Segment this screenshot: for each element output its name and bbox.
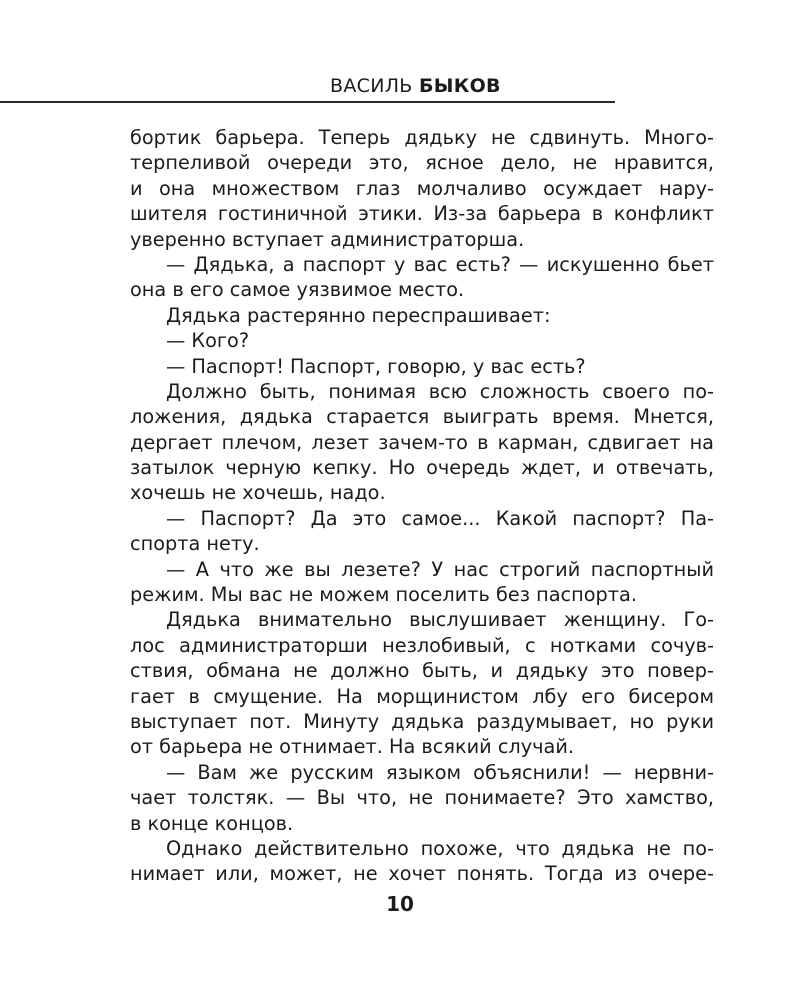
- text-line: терпеливой очереди это, ясное дело, не нравится,: [130, 151, 714, 175]
- text-line: — Паспорт! Паспорт, говорю, у вас есть?: [166, 354, 586, 378]
- text-line: затылок черную кепку. Но очередь ждет, и отвечать,: [130, 456, 714, 480]
- text-line: в конце концов.: [130, 811, 294, 835]
- text-line: — Вам же русским языком объяснили! — нервни-: [166, 760, 714, 784]
- body-text: [130, 125, 714, 887]
- text-line: — Кого?: [166, 329, 250, 353]
- text-line: лос администраторши незлобивый, с нотками сочув-: [130, 633, 714, 657]
- text-line: хочешь не хочешь, надо.: [130, 481, 386, 505]
- text-line: режим. Мы вас не можем поселить без паспорта.: [130, 583, 637, 607]
- text-line: — Дядька, а паспорт у вас есть? — искушенно бьет: [166, 252, 714, 276]
- text-line: — А что же вы лезете? У нас строгий паспортный: [166, 557, 714, 581]
- text-line: от барьера не отнимает. На всякий случай.: [130, 735, 575, 759]
- text-line: чает толстяк. — Вы что, не понимаете? Это хамство,: [130, 786, 714, 810]
- text-line: шителя гостиничной этики. Из-за барьера в конфликт: [130, 202, 714, 226]
- text-line: она в его самое уязвимое место.: [130, 278, 465, 302]
- text-line: и она множеством глаз молчаливо осуждает нару-: [130, 176, 714, 200]
- text-line: ложения, дядька старается выиграть время. Мнется,: [130, 405, 714, 429]
- text-line: бортик барьера. Теперь дядьку не сдвинуть. Много-: [130, 126, 714, 149]
- running-header: [330, 75, 501, 97]
- text-line: выступает пот. Минуту дядька раздумывает, но руки: [130, 709, 714, 733]
- text-line: Однако действительно похоже, что дядька не по-: [166, 836, 714, 860]
- header-rule: [0, 101, 615, 103]
- text-line: ствия, обмана не должно быть, и дядьку это повер-: [130, 659, 714, 683]
- text-line: нимает или, может, не хочет понять. Тогда из очере-: [130, 862, 714, 886]
- text-line: дергает плечом, лезет зачем-то в карман, сдвигает на: [130, 430, 714, 454]
- page-number: 10: [386, 892, 414, 916]
- author-first-name: ВАСИЛЬ: [330, 75, 413, 97]
- text-line: гает в смущение. На морщинистом лбу его бисером: [130, 684, 714, 708]
- text-line: Дядька внимательно выслушивает женщину. Го-: [166, 608, 714, 632]
- text-line: Дядька растерянно переспрашивает:: [166, 303, 551, 327]
- author-last-name: БЫКОВ: [418, 75, 501, 97]
- text-line: уверенно вступает администраторша.: [130, 227, 525, 251]
- text-line: спорта нету.: [130, 532, 260, 556]
- text-line: — Паспорт? Да это самое... Какой паспорт? Па-: [166, 506, 714, 530]
- text-line: Должно быть, понимая всю сложность своего по-: [166, 379, 714, 403]
